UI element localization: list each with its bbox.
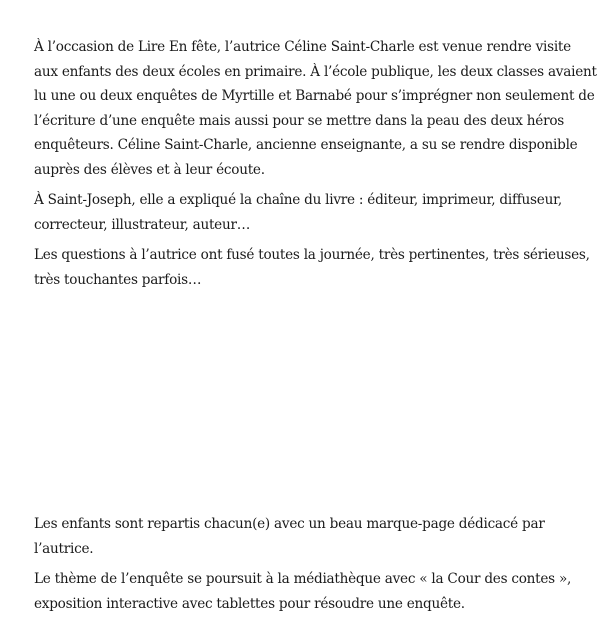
text-line: enquêteurs. Céline Saint-Charle, ancienne enseignante, a su se rendre disponible <box>34 137 578 153</box>
paragraph-author-visit <box>34 35 597 182</box>
text-line: auprès des élèves et à leur écoute. <box>34 161 265 178</box>
text-line: Le thème de l’enquête se poursuit à la médiathèque avec « la Cour des contes », <box>34 571 572 587</box>
text-line: Les enfants sont repartis chacun(e) avec un beau marque-page dédicacé par <box>34 516 545 532</box>
article-body <box>34 35 597 616</box>
text-line: aux enfants des deux écoles en primaire. À l’école publique, les deux classes avaient <box>34 63 597 80</box>
text-line: À Saint-Joseph, elle a expliqué la chaîne du livre : éditeur, imprimeur, diffuseur, <box>34 192 562 208</box>
text-line: correcteur, illustrateur, auteur… <box>34 216 251 233</box>
text-line: l’autrice. <box>34 540 94 557</box>
text-line: très touchantes parfois… <box>34 271 202 288</box>
paragraph-exhibition <box>34 567 572 616</box>
embedded-media-blank-area <box>34 292 559 512</box>
text-line: l’écriture d’une enquête mais aussi pour se mettre dans la peau des deux héros <box>34 112 564 129</box>
paragraph-questions <box>34 243 590 292</box>
text-line: À l’occasion de Lire En fête, l’autrice Céline Saint-Charle est venue rendre visite <box>34 39 571 55</box>
text-line: Les questions à l’autrice ont fusé toutes la journée, très pertinentes, très sérieuses, <box>34 247 590 263</box>
paragraph-book-chain <box>34 188 562 237</box>
text-line: lu une ou deux enquêtes de Myrtille et Barnabé pour s’imprégner non seulement de <box>34 88 595 104</box>
text-line: exposition interactive avec tablettes pour résoudre une enquête. <box>34 595 465 612</box>
paragraph-bookmark <box>34 512 559 561</box>
